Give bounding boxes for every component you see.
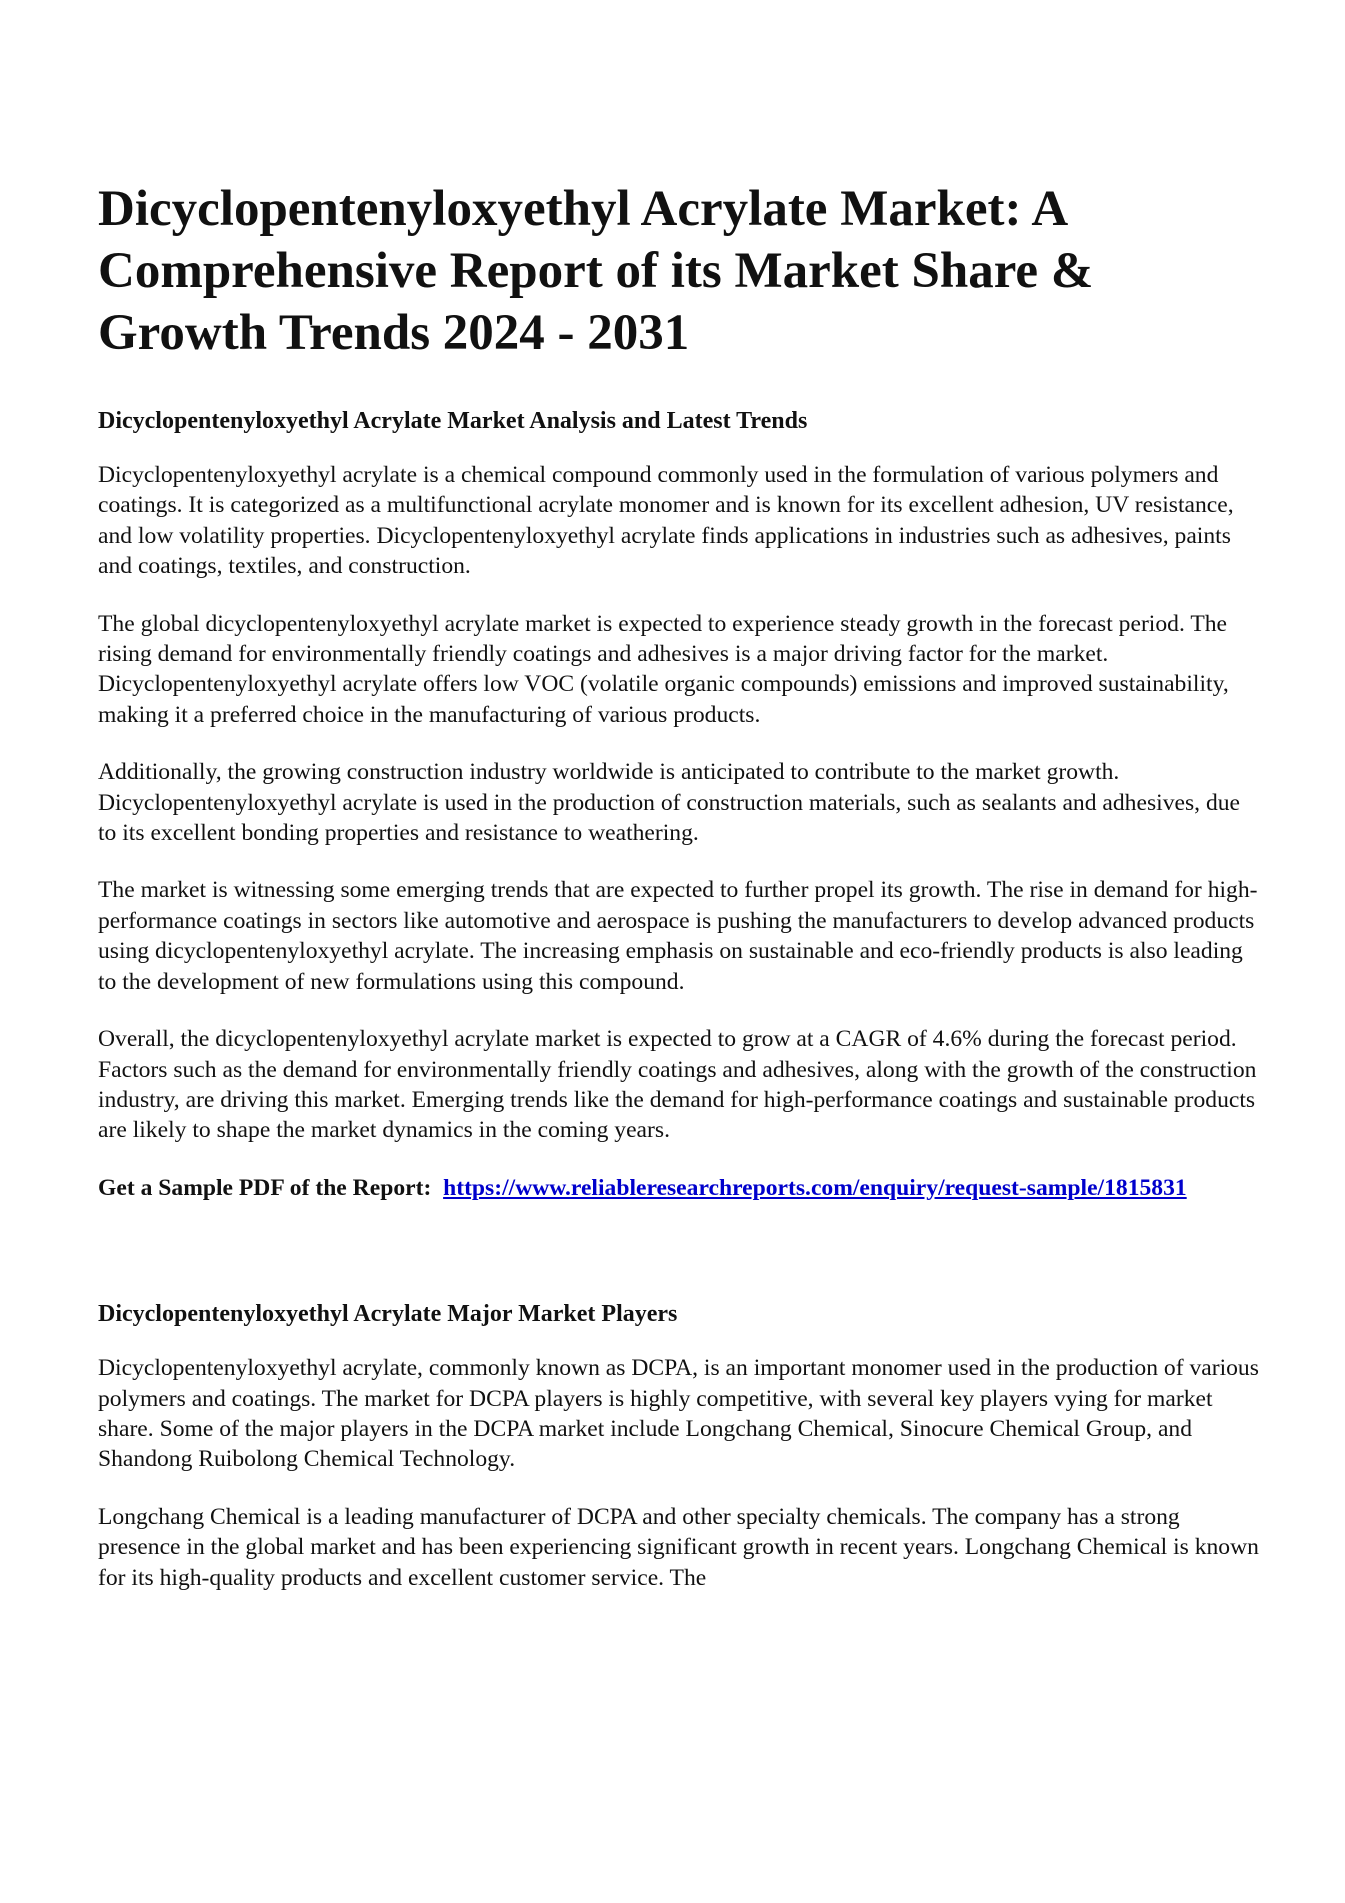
document-page bbox=[98, 178, 1263, 1620]
paragraph: Overall, the dicyclopentenyloxyethyl acrylate market is expected to grow at a CAGR of 4.6% during the forecast period. Factors such as the demand for environmentally friendly coatings and adhesives, along with the growth of the construction industry, are driving this market. Emerging trends like the demand for high-performance coatings and sustainable products are likely to shape the market dynamics in the coming years. bbox=[98, 1026, 1257, 1144]
spacer bbox=[98, 1203, 1263, 1299]
sample-pdf-label: Get a Sample PDF of the Report: bbox=[98, 1174, 432, 1201]
paragraph: Longchang Chemical is a leading manufacturer of DCPA and other specialty chemicals. The company has a strong presence in the global market and has been experiencing significant growth in recent years. Longchang Chemical is known for its high-quality products and excellent customer service. The bbox=[98, 1503, 1259, 1591]
section-heading-analysis: Dicyclopentenyloxyethyl Acrylate Market Analysis and Latest Trends bbox=[98, 408, 808, 434]
page-title: Dicyclopentenyloxyethyl Acrylate Market: A Comprehensive Report of its Market Share & Growth Trends 2024 - 2031 bbox=[98, 181, 1094, 361]
sample-pdf-link[interactable]: https://www.reliableresearchreports.com/enquiry/request-sample/1815831 bbox=[443, 1174, 1187, 1201]
section-heading-players: Dicyclopentenyloxyethyl Acrylate Major Market Players bbox=[98, 1301, 678, 1328]
sample-pdf-line bbox=[98, 1173, 1263, 1203]
paragraph: The market is witnessing some emerging trends that are expected to further propel its growth. The rise in demand for high-performance coatings in sectors like automotive and aerospace is pushing the manufacturers to develop advanced products using dicyclopentenyloxyethyl acrylate. The increasing emphasis on sustainable and eco-friendly products is also leading to the development of new formulations using this compound. bbox=[98, 877, 1258, 995]
paragraph: Dicyclopentenyloxyethyl acrylate is a chemical compound commonly used in the formulation of various polymers and coatings. It is categorized as a multifunctional acrylate monomer and is known for its excellent adhesion, UV resistance, and low volatility properties. Dicyclopentenyloxyethyl acrylate finds applications in industries such as adhesives, paints and coatings, textiles, and construction. bbox=[98, 462, 1234, 580]
paragraph: Additionally, the growing construction industry worldwide is anticipated to contribute to the market growth. Dicyclopentenyloxyethyl acrylate is used in the production of construction materials, such as sealants and adhesives, due to its excellent bonding properties and resistance to weathering. bbox=[98, 759, 1241, 847]
paragraph: Dicyclopentenyloxyethyl acrylate, commonly known as DCPA, is an important monomer used in the production of various polymers and coatings. The market for DCPA players is highly competitive, with several key players vying for market share. Some of the major players in the DCPA market include Longchang Chemical, Sinocure Chemical Group, and Shandong Ruibolong Chemical Technology. bbox=[98, 1355, 1259, 1473]
paragraph: The global dicyclopentenyloxyethyl acrylate market is expected to experience steady growth in the forecast period. The rising demand for environmentally friendly coatings and adhesives is a major driving factor for the market. Dicyclopentenyloxyethyl acrylate offers low VOC (volatile organic compounds) emissions and improved sustainability, making it a preferred choice in the manufacturing of various products. bbox=[98, 610, 1229, 728]
